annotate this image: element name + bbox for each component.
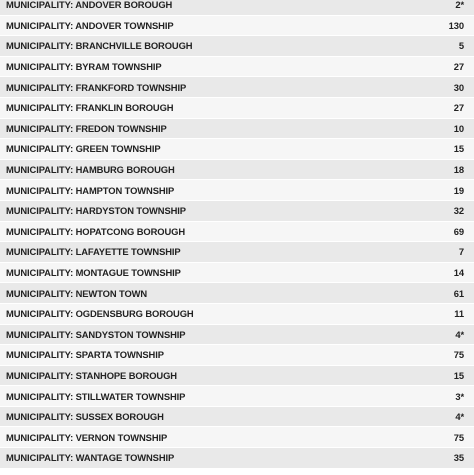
municipality-name: MUNICIPALITY: STANHOPE BOROUGH (6, 369, 177, 381)
municipality-count: 4* (455, 328, 464, 340)
table-row (0, 36, 474, 57)
municipality-name: MUNICIPALITY: STILLWATER TOWNSHIP (6, 390, 186, 402)
municipality-name: MUNICIPALITY: FRANKLIN BOROUGH (6, 102, 174, 114)
table-row (0, 263, 474, 284)
municipality-count: 7 (458, 246, 464, 258)
table-row (0, 427, 474, 448)
municipality-count: 130 (448, 19, 464, 31)
municipality-count: 30 (453, 81, 464, 93)
municipality-name: MUNICIPALITY: LAFAYETTE TOWNSHIP (6, 246, 181, 258)
municipality-count: 75 (453, 431, 464, 443)
municipality-name: MUNICIPALITY: HAMPTON TOWNSHIP (6, 184, 175, 196)
table-row (0, 139, 474, 160)
table-row (0, 366, 474, 387)
municipality-name: MUNICIPALITY: BYRAM TOWNSHIP (6, 61, 162, 73)
municipality-name: MUNICIPALITY: FREDON TOWNSHIP (6, 122, 167, 134)
municipality-name: MUNICIPALITY: HAMBURG BOROUGH (6, 164, 175, 176)
table-row (0, 325, 474, 346)
municipality-name: MUNICIPALITY: SPARTA TOWNSHIP (6, 349, 164, 361)
municipality-count: 18 (453, 164, 464, 176)
municipality-name: MUNICIPALITY: HARDYSTON TOWNSHIP (6, 205, 186, 217)
municipality-count: 75 (453, 349, 464, 361)
table-row (0, 160, 474, 181)
municipality-name: MUNICIPALITY: OGDENSBURG BOROUGH (6, 308, 194, 320)
table-row (0, 98, 474, 119)
table-row (0, 283, 474, 304)
table-row (0, 448, 474, 469)
table-row (0, 77, 474, 98)
table-row (0, 345, 474, 366)
municipality-count: 11 (454, 308, 464, 320)
municipality-name: MUNICIPALITY: HOPATCONG BOROUGH (6, 225, 186, 237)
table-row (0, 201, 474, 222)
table-row (0, 304, 474, 325)
table-row (0, 242, 474, 263)
municipality-count: 69 (453, 225, 464, 237)
table-row (0, 407, 474, 428)
municipality-name: MUNICIPALITY: SANDYSTON TOWNSHIP (6, 328, 186, 340)
table-row (0, 0, 474, 16)
table-row (0, 16, 474, 37)
municipality-count: 3* (455, 390, 464, 402)
municipality-name: MUNICIPALITY: BRANCHVILLE BOROUGH (6, 40, 193, 52)
municipality-count: 2* (455, 0, 464, 11)
municipality-name: MUNICIPALITY: SUSSEX BOROUGH (6, 411, 164, 423)
municipality-name: MUNICIPALITY: WANTAGE TOWNSHIP (6, 452, 175, 464)
municipality-name: MUNICIPALITY: MONTAGUE TOWNSHIP (6, 267, 181, 279)
municipality-count: 4* (455, 411, 464, 423)
municipality-count: 27 (453, 102, 464, 114)
table-row (0, 180, 474, 201)
municipality-name: MUNICIPALITY: ANDOVER BOROUGH (6, 0, 173, 11)
municipality-count: 35 (453, 452, 464, 464)
municipality-count: 15 (453, 143, 464, 155)
table-row (0, 386, 474, 407)
municipality-name: MUNICIPALITY: ANDOVER TOWNSHIP (6, 19, 174, 31)
municipality-count: 32 (453, 205, 464, 217)
table-row (0, 222, 474, 243)
municipality-count: 15 (453, 369, 464, 381)
municipality-count: 61 (453, 287, 464, 299)
municipality-name: MUNICIPALITY: GREEN TOWNSHIP (6, 143, 161, 155)
municipality-count: 5 (458, 40, 464, 52)
municipality-count: 27 (453, 61, 464, 73)
municipality-count: 10 (453, 122, 464, 134)
municipality-count: 19 (453, 184, 464, 196)
table-row (0, 57, 474, 78)
table-row (0, 119, 474, 140)
municipality-name: MUNICIPALITY: VERNON TOWNSHIP (6, 431, 168, 443)
municipality-name: MUNICIPALITY: FRANKFORD TOWNSHIP (6, 81, 187, 93)
municipality-name: MUNICIPALITY: NEWTON TOWN (6, 287, 148, 299)
municipality-count: 14 (453, 267, 464, 279)
